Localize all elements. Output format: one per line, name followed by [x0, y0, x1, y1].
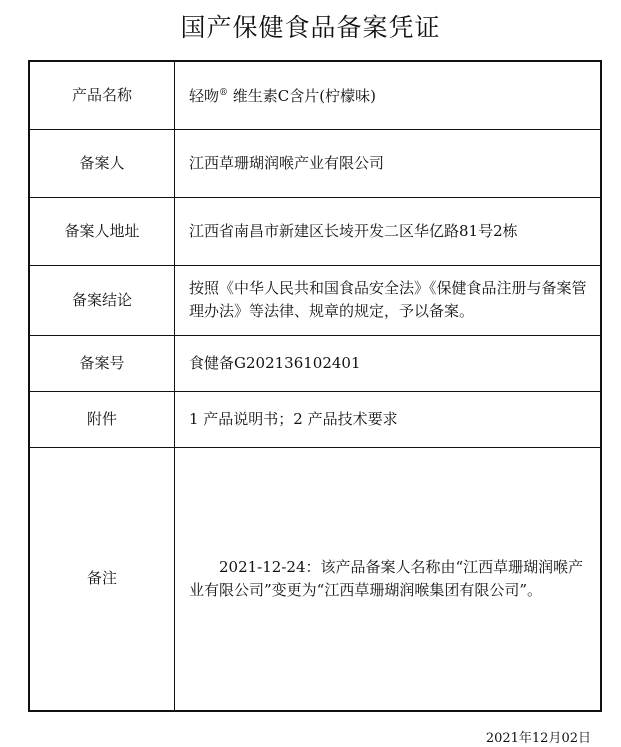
attachment-label: 附件 — [29, 391, 175, 447]
filer-label: 备案人 — [29, 129, 175, 197]
remark-value: 2021-12-24：该产品备案人名称由“江西草珊瑚润喉产业有限公司”变更为“江西草珊瑚润喉集团有限公司”。 — [175, 447, 602, 711]
brand-name: 轻吻 — [189, 87, 220, 106]
table-row — [29, 129, 601, 197]
remark-label: 备注 — [29, 447, 175, 711]
table-row — [29, 265, 601, 335]
registered-mark: ® — [219, 88, 229, 99]
attachment-value: 1 产品说明书；2 产品技术要求 — [175, 391, 602, 447]
issue-date: 2021年12月02日 — [485, 731, 591, 746]
table-row — [29, 61, 601, 129]
table-row — [29, 447, 601, 711]
product-name-rest: 维生素C含片(柠檬味) — [228, 87, 376, 106]
filer-address-label: 备案人地址 — [29, 197, 175, 265]
conclusion-value: 按照《中华人民共和国食品安全法》《保健食品注册与备案管理办法》等法律、规章的规定，予以备案。 — [175, 265, 602, 335]
document-title: 国产保健食品备案凭证 — [180, 13, 441, 42]
filer-value: 江西草珊瑚润喉产业有限公司 — [175, 129, 602, 197]
product-name-value — [175, 61, 602, 129]
table-row — [29, 197, 601, 265]
filing-number-label: 备案号 — [29, 335, 175, 391]
filer-address-value: 江西省南昌市新建区长堎开发二区华亿路81号2栋 — [175, 197, 602, 265]
filing-certificate-table — [28, 60, 602, 712]
table-row — [29, 335, 601, 391]
product-name-label: 产品名称 — [29, 61, 175, 129]
conclusion-label: 备案结论 — [29, 265, 175, 335]
table-row — [29, 391, 601, 447]
filing-number-value: 食健备G202136102401 — [175, 335, 602, 391]
